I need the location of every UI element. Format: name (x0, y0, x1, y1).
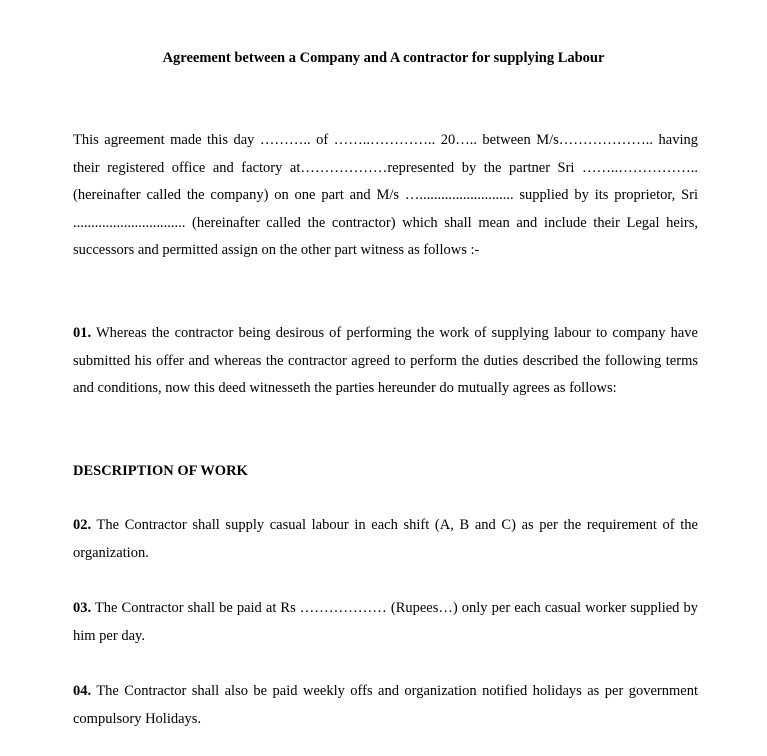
clause-01 (73, 320, 698, 403)
intro-paragraph: This agreement made this day ……….. of ……..………….. 20….. between M/s……………….. having their registered office and factory at………………represented by the partner Sri ……..…………….. (hereinafter called the company) on one part and M/s ….......................... supplied by its proprietor, Sri ............................... (hereinafter called the contractor) which shall mean and include their Legal heirs, successors and permitted assign on the other part witness as follows :- (73, 132, 698, 259)
clause-text: The Contractor shall supply casual labour in each shift (A, B and C) as per the requirement of the organization. (73, 517, 698, 561)
section-heading: DESCRIPTION OF WORK (73, 463, 248, 479)
clause-02 (73, 512, 698, 567)
clause-text: The Contractor shall be paid at Rs ……………… (Rupees…) only per each casual worker supplied by him per day. (73, 600, 698, 644)
clause-number: 03. (73, 600, 92, 616)
clause-number: 02. (73, 517, 92, 533)
document-title: Agreement between a Company and A contractor for supplying Labour (162, 50, 605, 66)
clause-text: Whereas the contractor being desirous of performing the work of supplying labour to company have submitted his offer and whereas the contractor agreed to perform the duties described the following terms and conditions, now this deed witnesseth the parties hereunder do mutually agrees as follows: (73, 325, 698, 397)
clause-number: 04. (73, 683, 92, 699)
clause-04 (73, 678, 698, 733)
clause-text: The Contractor shall also be paid weekly offs and organization notified holidays as per government compulsory Holidays. (73, 683, 698, 727)
clause-03 (73, 595, 698, 650)
clause-number: 01. (73, 325, 92, 341)
